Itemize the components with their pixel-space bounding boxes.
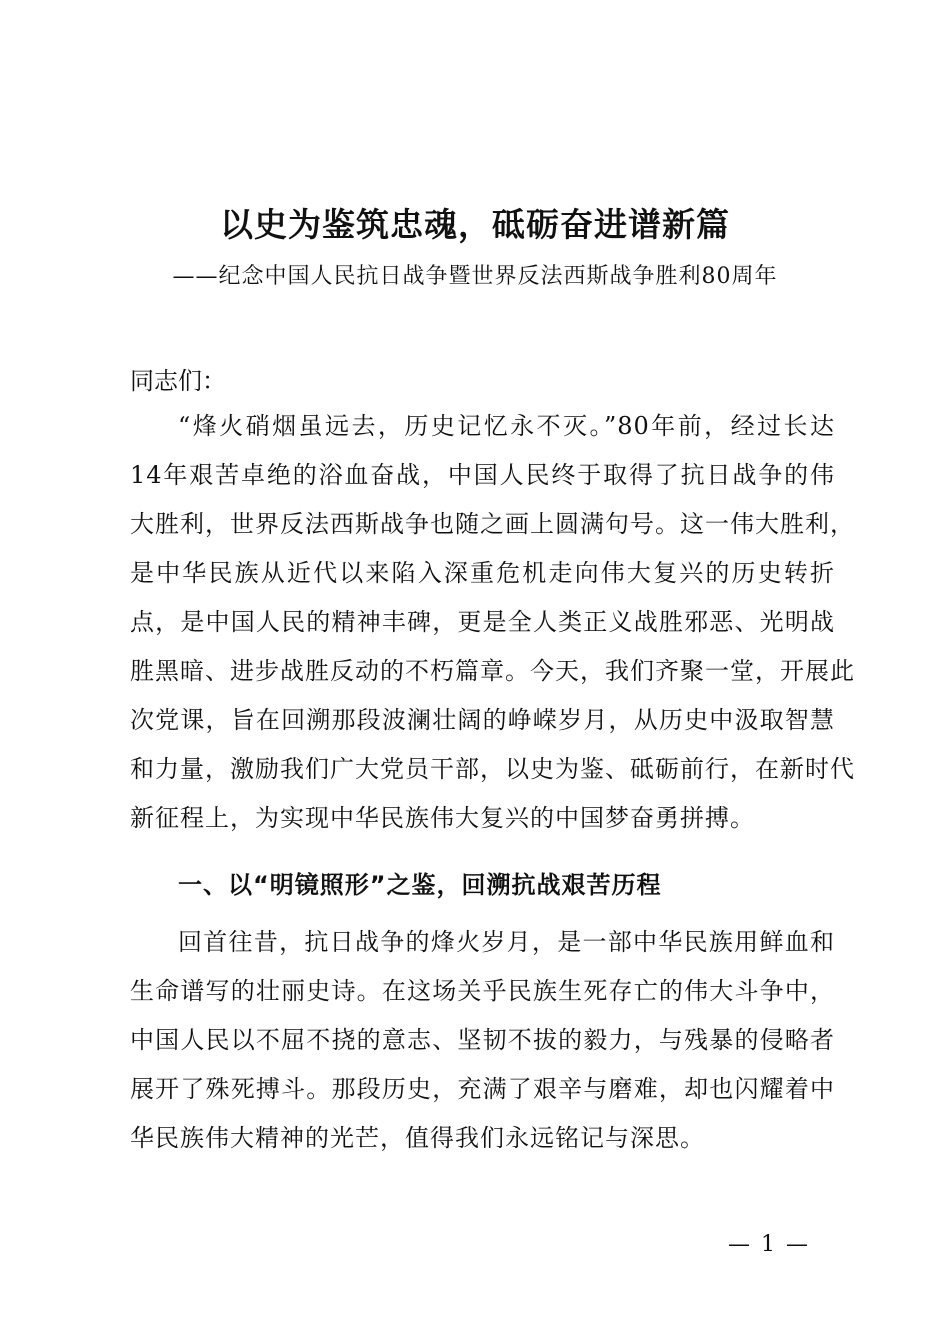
paragraph-line: 生命谱写的壮丽史诗。在这场关乎民族生死存亡的伟大斗争中，: [130, 977, 835, 1005]
paragraph-line: 胜黑暗、进步战胜反动的不朽篇章。今天，我们齐聚一堂，开展此: [130, 657, 855, 685]
paragraph-line: 大胜利，世界反法西斯战争也随之画上圆满句号。这一伟大胜利，: [130, 510, 855, 538]
document-title: 以史为鉴筑忠魂，砥砺奋进谱新篇: [220, 205, 730, 244]
paragraph-line: 点，是中国人民的精神丰碑，更是全人类正义战胜邪恶、光明战: [130, 608, 835, 636]
paragraph-line: “烽火硝烟虽远去，历史记忆永不灭。”80年前，经过长达: [178, 412, 835, 440]
paragraph-introduction: [130, 402, 855, 843]
page-number: — 1 —: [728, 1232, 810, 1257]
document-subtitle: ——纪念中国人民抗日战争暨世界反法西斯战争胜利80周年: [172, 264, 778, 289]
paragraph-section1: [130, 918, 835, 1163]
section-heading: 一、以“明镜照形”之鉴，回溯抗战艰苦历程: [178, 871, 662, 899]
salutation: 同志们：: [130, 367, 226, 395]
paragraph-line: 华民族伟大精神的光芒，值得我们永远铭记与深思。: [130, 1124, 705, 1152]
paragraph-line: 14年艰苦卓绝的浴血奋战，中国人民终于取得了抗日战争的伟: [130, 461, 835, 489]
paragraph-line: 新征程上，为实现中华民族伟大复兴的中国梦奋勇拼搏。: [130, 804, 755, 832]
paragraph-line: 和力量，激励我们广大党员干部，以史为鉴、砥砺前行，在新时代: [130, 755, 855, 783]
paragraph-line: 是中华民族从近代以来陷入深重危机走向伟大复兴的历史转折: [130, 559, 835, 587]
paragraph-line: 中国人民以不屈不挠的意志、坚韧不拔的毅力，与残暴的侵略者: [130, 1026, 835, 1054]
paragraph-line: 回首往昔，抗日战争的烽火岁月，是一部中华民族用鲜血和: [178, 928, 835, 956]
paragraph-line: 展开了殊死搏斗。那段历史，充满了艰辛与磨难，却也闪耀着中: [130, 1075, 835, 1103]
paragraph-line: 次党课，旨在回溯那段波澜壮阔的峥嵘岁月，从历史中汲取智慧: [130, 706, 835, 734]
